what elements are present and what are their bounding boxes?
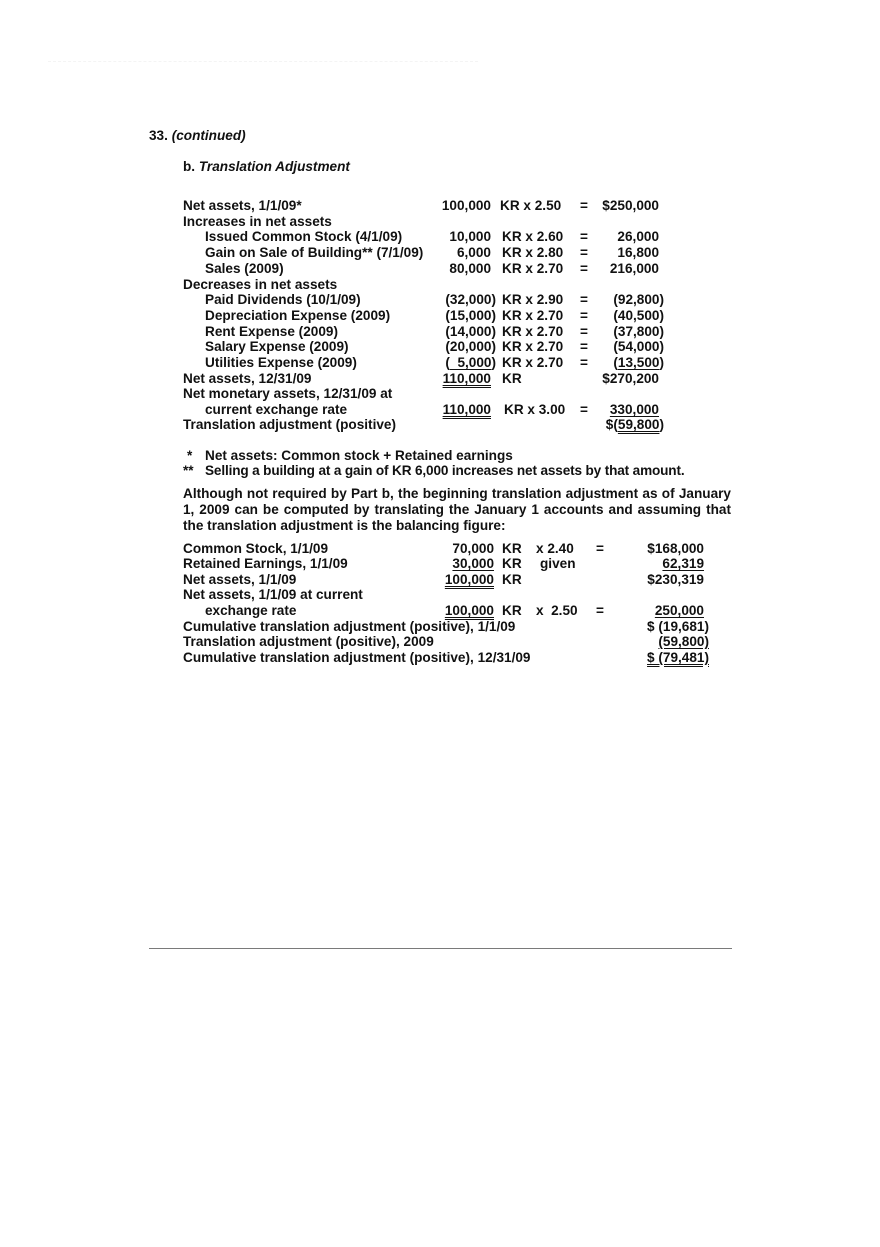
kr-value: 5,000 bbox=[449, 355, 492, 370]
part-letter: b. bbox=[183, 159, 196, 174]
usd-amount: $230,319 bbox=[647, 572, 704, 587]
problem-number-text: 33. bbox=[149, 128, 168, 143]
row-label: Rent Expense (2009) bbox=[205, 324, 338, 339]
usd-amount: $270,200 bbox=[602, 371, 659, 386]
currency-unit: KR bbox=[502, 603, 522, 618]
exchange-rate: KR x 2.90 bbox=[502, 292, 564, 307]
exchange-rate: KR x 2.70 bbox=[502, 308, 564, 323]
usd-value: 13,500 bbox=[617, 355, 660, 370]
row-label: Cumulative translation adjustment (positive), 12/31/09 bbox=[183, 650, 531, 665]
row-label: Gain on Sale of Building** (7/1/09) bbox=[205, 245, 424, 260]
row-label: Salary Expense (2009) bbox=[205, 339, 349, 354]
footnote-marker: ** bbox=[183, 463, 194, 478]
kr-amount bbox=[420, 603, 494, 619]
currency-unit: KR bbox=[502, 541, 522, 556]
usd-amount bbox=[630, 556, 704, 572]
currency-unit: KR bbox=[502, 556, 522, 571]
row-label: Translation adjustment (positive), 2009 bbox=[183, 634, 434, 649]
row-label: Cumulative translation adjustment (positive), 1/1/09 bbox=[183, 619, 516, 634]
exchange-rate: KR x 2.70 bbox=[502, 261, 564, 276]
exchange-rate: x 2.50 bbox=[536, 603, 578, 618]
top-faint-rule bbox=[48, 61, 478, 62]
equals-sign: = bbox=[596, 603, 604, 618]
equals-sign: = bbox=[580, 355, 588, 370]
usd-value: 62,319 bbox=[662, 556, 704, 571]
row-label: Sales (2009) bbox=[205, 261, 284, 276]
kr-amount: (15,000) bbox=[445, 308, 496, 323]
kr-amount bbox=[420, 556, 494, 572]
row-label: Depreciation Expense (2009) bbox=[205, 308, 391, 323]
prefix: $( bbox=[605, 417, 618, 432]
row-label-continued: current exchange rate bbox=[205, 402, 348, 417]
equals-sign: = bbox=[596, 541, 604, 556]
part-title: Translation Adjustment bbox=[198, 159, 350, 174]
row-label: Paid Dividends (10/1/09) bbox=[205, 292, 361, 307]
paren-close: ) bbox=[659, 355, 664, 370]
suffix: ) bbox=[659, 417, 664, 432]
equals-sign: = bbox=[580, 308, 588, 323]
usd-value: 250,000 bbox=[654, 603, 704, 618]
problem-number bbox=[149, 128, 246, 144]
usd-amount bbox=[630, 603, 704, 619]
row-label: Net assets, 1/1/09 at current bbox=[183, 587, 363, 602]
exchange-rate: KR x 2.80 bbox=[502, 245, 564, 260]
footer-rule bbox=[149, 948, 732, 949]
exchange-rate: x 2.40 bbox=[536, 541, 574, 556]
exchange-rate: KR x 2.70 bbox=[502, 324, 564, 339]
currency-unit: KR bbox=[502, 371, 522, 386]
kr-amount: (20,000) bbox=[445, 339, 496, 354]
equals-sign: = bbox=[580, 292, 588, 307]
rate-note: given bbox=[540, 556, 576, 571]
paren-open: ( bbox=[445, 355, 450, 370]
usd-amount: (92,800) bbox=[613, 292, 664, 307]
kr-amount: 100,000 bbox=[441, 198, 491, 213]
equals-sign: = bbox=[580, 324, 588, 339]
row-label: Retained Earnings, 1/1/09 bbox=[183, 556, 348, 571]
kr-value: 100,000 bbox=[444, 572, 494, 587]
footnote-marker: * bbox=[187, 448, 193, 463]
usd-amount: $ (19,681) bbox=[647, 619, 709, 634]
row-label: Net assets, 1/1/09* bbox=[183, 198, 302, 213]
usd-amount: (37,800) bbox=[613, 324, 664, 339]
kr-value: 110,000 bbox=[442, 371, 491, 386]
equals-sign: = bbox=[580, 245, 588, 260]
kr-amount bbox=[420, 371, 491, 387]
row-label: Net monetary assets, 12/31/09 at bbox=[183, 386, 393, 401]
exchange-rate: KR x 2.50 bbox=[500, 198, 562, 213]
usd-amount: (40,500) bbox=[613, 308, 664, 323]
currency-unit: KR bbox=[502, 572, 522, 587]
kr-amount bbox=[420, 402, 491, 418]
kr-value: 30,000 bbox=[452, 556, 494, 571]
kr-amount: 70,000 bbox=[452, 541, 494, 556]
kr-amount: (14,000) bbox=[445, 324, 496, 339]
usd-amount: 16,800 bbox=[617, 245, 659, 260]
kr-amount bbox=[420, 355, 496, 371]
exchange-rate: KR x 2.70 bbox=[502, 355, 564, 370]
decreases-heading: Decreases in net assets bbox=[183, 277, 338, 292]
row-label: Net assets, 1/1/09 bbox=[183, 572, 297, 587]
paren-close: ) bbox=[491, 355, 496, 370]
equals-sign: = bbox=[580, 339, 588, 354]
equals-sign: = bbox=[580, 402, 588, 417]
footnote-text: Selling a building at a gain of KR 6,000 increases net assets by that amount. bbox=[205, 463, 685, 478]
row-label: Issued Common Stock (4/1/09) bbox=[205, 229, 403, 244]
kr-amount: 10,000 bbox=[449, 229, 491, 244]
usd-amount bbox=[630, 650, 709, 666]
usd-value: 330,000 bbox=[609, 402, 659, 417]
equals-sign: = bbox=[580, 198, 588, 213]
usd-value: $ (79,481) bbox=[647, 650, 709, 665]
exchange-rate: KR x 3.00 bbox=[504, 402, 566, 417]
usd-amount: $250,000 bbox=[602, 198, 659, 213]
continued-label: (continued) bbox=[171, 128, 246, 143]
kr-amount: (32,000) bbox=[445, 292, 496, 307]
usd-value: 59,800 bbox=[617, 417, 660, 432]
row-label-continued: exchange rate bbox=[205, 603, 297, 618]
equals-sign: = bbox=[580, 261, 588, 276]
equals-sign: = bbox=[580, 229, 588, 244]
usd-amount bbox=[590, 417, 664, 433]
row-label: Common Stock, 1/1/09 bbox=[183, 541, 329, 556]
kr-amount: 6,000 bbox=[456, 245, 491, 260]
usd-amount bbox=[590, 402, 659, 418]
kr-value: 100,000 bbox=[444, 603, 494, 618]
explanatory-paragraph: Although not required by Part b, the beginning translation adjustment as of January 1, 2009 can be computed by translating the January 1 accounts and assuming that the translation adjustment is the balancing figure: bbox=[183, 486, 731, 533]
row-label: Net assets, 12/31/09 bbox=[183, 371, 312, 386]
usd-amount: 216,000 bbox=[609, 261, 659, 276]
footnote-text: Net assets: Common stock + Retained earnings bbox=[205, 448, 513, 463]
usd-value: (59,800) bbox=[658, 634, 709, 649]
kr-amount: 80,000 bbox=[449, 261, 491, 276]
usd-amount bbox=[630, 634, 709, 650]
increases-heading: Increases in net assets bbox=[183, 214, 332, 229]
usd-amount: (54,000) bbox=[613, 339, 664, 354]
row-label: Utilities Expense (2009) bbox=[205, 355, 357, 370]
usd-amount: 26,000 bbox=[617, 229, 659, 244]
kr-value: 110,000 bbox=[442, 402, 491, 417]
row-label: Translation adjustment (positive) bbox=[183, 417, 396, 432]
exchange-rate: KR x 2.60 bbox=[502, 229, 564, 244]
usd-amount bbox=[590, 355, 664, 371]
kr-amount bbox=[420, 572, 494, 588]
part-heading bbox=[183, 159, 350, 175]
paren-open: ( bbox=[613, 355, 618, 370]
usd-amount: $168,000 bbox=[647, 541, 704, 556]
exchange-rate: KR x 2.70 bbox=[502, 339, 564, 354]
